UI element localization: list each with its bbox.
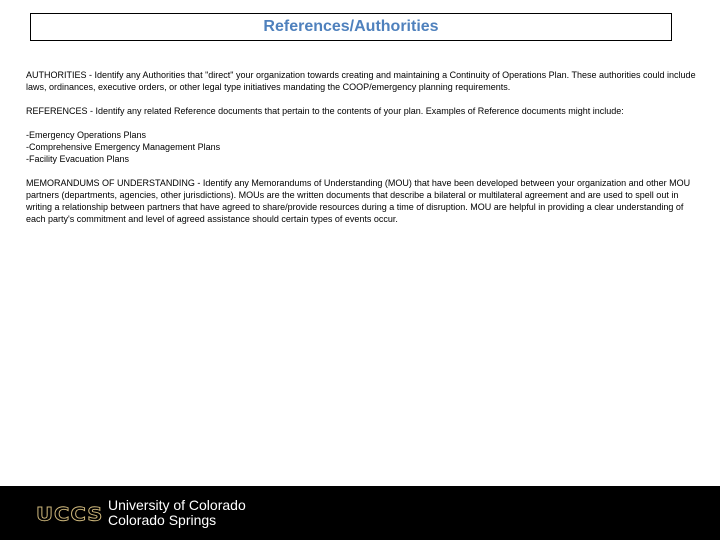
reference-examples-list [26,129,702,165]
authorities-paragraph: AUTHORITIES - Identify any Authorities that "direct" your organization towards creating and maintaining a Continuity of Operations Plan. These authorities could include laws, ordinances, executive orders, or other legal type initiatives mandating the COOP/emergency planning requirements. [26,70,696,92]
list-item: -Facility Evacuation Plans [26,154,130,164]
footer-bar [0,486,720,540]
references-paragraph: REFERENCES - Identify any related Reference documents that pertain to the contents of your plan. Examples of Reference documents might include: [26,106,624,116]
body-content [26,69,702,237]
mou-paragraph: MEMORANDUMS OF UNDERSTANDING - Identify any Memorandums of Understanding (MOU) that have been developed between your organization and other MOU partners (departments, agencies, other jurisdictions). MOUs are the written documents that describe a bilateral or multilateral agreement and are used to spell out in writing a relationship between partners that have agreed to share/provide resources during a time of disruption. MOU are helpful in providing a clear understanding of each party's commitment and level of agreed assistance should certain types of events occur. [26,178,691,224]
university-name [108,498,246,528]
title-box [30,13,672,41]
page-title: References/Authorities [263,18,439,35]
uccs-logo-mark: UCCS [36,503,104,525]
list-item: -Comprehensive Emergency Management Plans [26,142,221,152]
university-name-line2: Colorado Springs [108,512,217,528]
university-name-line1: University of Colorado [108,497,246,513]
list-item: -Emergency Operations Plans [26,130,147,140]
